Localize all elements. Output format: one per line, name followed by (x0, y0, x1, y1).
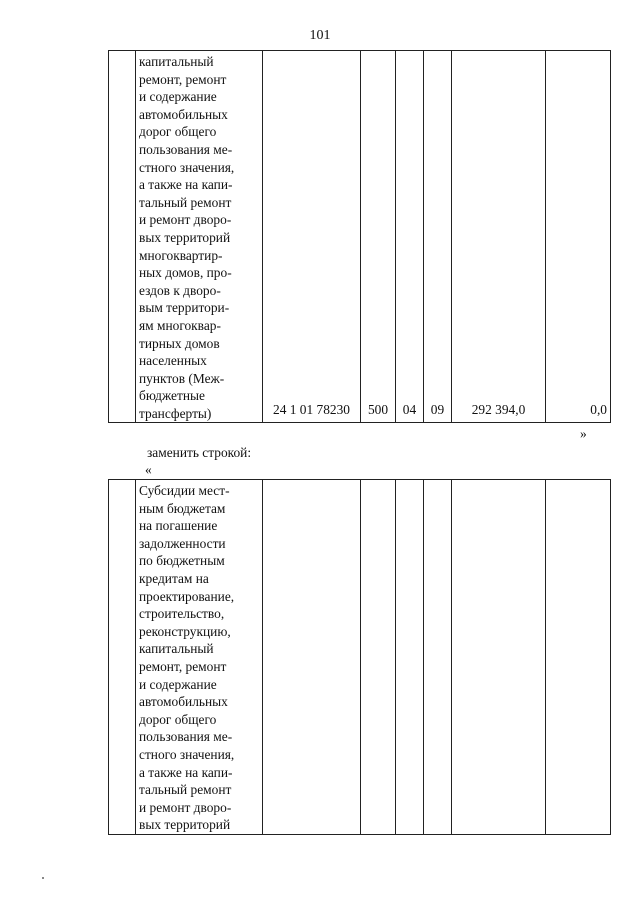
scan-speck (42, 877, 44, 879)
description-line: дорог общего (139, 711, 217, 727)
description-line: ным бюджетам (139, 500, 226, 516)
amount-2-cell: 0,0 (546, 51, 611, 423)
budget-table-original-row (108, 50, 611, 423)
description-line: вым территори- (139, 300, 230, 316)
description-line: тальный ремонт (139, 782, 232, 798)
description-line: ям многоквар- (139, 317, 221, 333)
description-line: ездов к дворо- (139, 282, 221, 298)
description-line: многоквартир- (139, 247, 223, 263)
replace-instruction: заменить строкой: (147, 445, 252, 460)
description-line: стного значения, (139, 159, 235, 175)
target-code-cell: 24 1 01 78230 (263, 51, 361, 423)
expense-type-cell (361, 480, 396, 835)
row-number-cell (109, 51, 136, 423)
description-line: трансферты) (139, 405, 212, 421)
description-line: автомобильных (139, 694, 228, 710)
amount-2-cell (546, 480, 611, 835)
description-line: капитальный (139, 54, 214, 69)
description-line: стного значения, (139, 746, 235, 762)
amount-cell (452, 480, 546, 835)
description-line: а также на капи- (139, 764, 233, 780)
description-line: задолженности (139, 535, 226, 551)
description-line: пользования ме- (139, 729, 233, 745)
page-number: 101 (309, 28, 331, 43)
description-line: и ремонт дворо- (139, 212, 232, 228)
section-cell: 04 (396, 51, 424, 423)
description-line: и содержание (139, 676, 217, 692)
description-line: пунктов (Меж- (139, 370, 225, 386)
section-cell (396, 480, 424, 835)
closing-quote: » (580, 426, 587, 441)
table-row (109, 51, 611, 423)
description-line: ремонт, ремонт (139, 658, 227, 674)
description-line: на погашение (139, 518, 218, 534)
description-line: по бюджетным (139, 553, 225, 569)
description-line: и содержание (139, 89, 217, 105)
description-line: дорог общего (139, 124, 217, 140)
subsection-cell: 09 (424, 51, 452, 423)
description-line: тирных домов (139, 335, 220, 351)
table-row (109, 480, 611, 835)
subsection-cell (424, 480, 452, 835)
row-number-cell (109, 480, 136, 835)
description-line: бюджетные (139, 388, 205, 404)
description-line: проектирование, (139, 588, 235, 604)
budget-table-replacement-row (108, 479, 611, 835)
description-line: пользования ме- (139, 141, 233, 157)
opening-quote: « (145, 462, 152, 477)
description-line: строительство, (139, 606, 225, 622)
target-code-cell (263, 480, 361, 835)
description-line: и ремонт дворо- (139, 799, 232, 815)
description-cell (136, 480, 263, 835)
description-line: капитальный (139, 641, 214, 657)
description-line: вых территорий (139, 817, 231, 833)
description-line: вых территорий (139, 229, 231, 245)
description-line: ных домов, про- (139, 265, 232, 281)
description-cell (136, 51, 263, 423)
amount-cell: 292 394,0 (452, 51, 546, 423)
description-line: тальный ремонт (139, 194, 232, 210)
description-line: автомобильных (139, 106, 228, 122)
expense-type-cell: 500 (361, 51, 396, 423)
description-line: а также на капи- (139, 177, 233, 193)
description-line: Субсидии мест- (139, 483, 230, 498)
description-line: ремонт, ремонт (139, 71, 227, 87)
description-line: кредитам на (139, 570, 209, 586)
description-line: населенных (139, 353, 207, 369)
description-line: реконструкцию, (139, 623, 231, 639)
